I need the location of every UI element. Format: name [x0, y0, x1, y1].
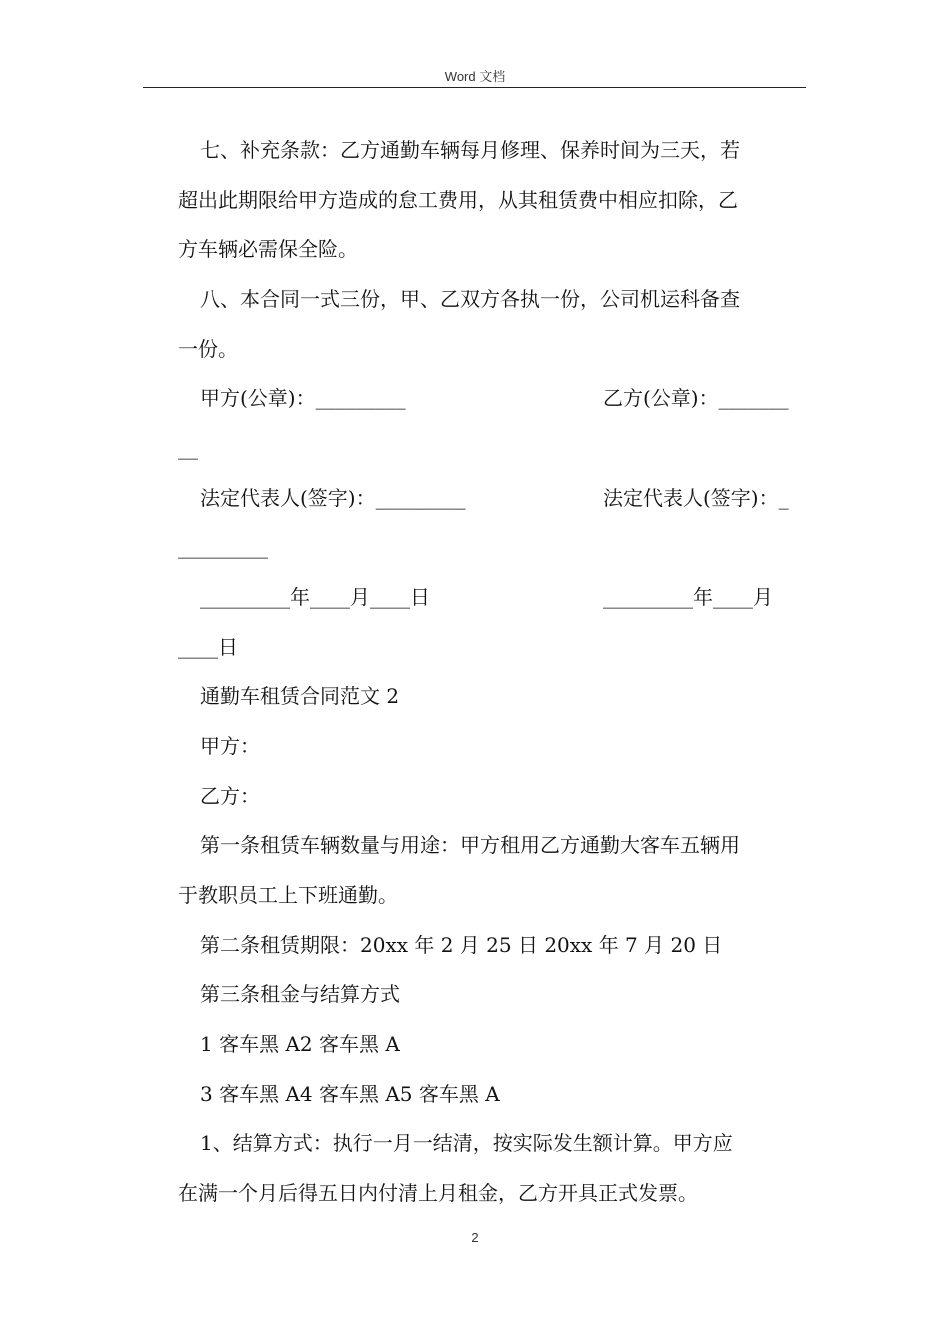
party-a-seal: 甲方(公章)：_________ [200, 386, 406, 410]
settlement-line-1: 1、结算方式：执行一月一结清，按实际发生额计算。甲方应 [200, 1131, 733, 1155]
clause-7-line-3: 方车辆必需保全险。 [178, 237, 358, 261]
article-1-line-2: 于教职员工上下班通勤。 [178, 883, 398, 907]
clause-7-line-2: 超出此期限给甲方造成的怠工费用，从其租赁费中相应扣除，乙 [178, 188, 738, 212]
clause-7-line-1: 七、补充条款：乙方通勤车辆每月修理、保养时间为三天，若 [200, 138, 740, 162]
page-number: 2 [471, 1230, 479, 1245]
party-b-representative-cont: _________ [178, 535, 268, 559]
vehicle-list-1: 1 客车黑 A2 客车黑 A [200, 1032, 400, 1056]
clause-8-line-2: 一份。 [178, 337, 238, 361]
header-rule [143, 87, 806, 88]
party-a-representative: 法定代表人(签字)：_________ [200, 486, 466, 510]
party-b-date-cont: ____日 [178, 635, 238, 659]
party-b-seal-cont: __ [178, 436, 198, 460]
clause-8-line-1: 八、本合同一式三份，甲、乙双方各执一份，公司机运科备查 [200, 287, 740, 311]
article-2: 第二条租赁期限：20xx 年 2 月 25 日 20xx 年 7 月 20 日 [200, 933, 723, 957]
page-header: Word 文档 [444, 69, 506, 84]
article-1-line-1: 第一条租赁车辆数量与用途：甲方租用乙方通勤大客车五辆用 [200, 833, 740, 857]
settlement-line-2: 在满一个月后得五日内付清上月租金，乙方开具正式发票。 [178, 1181, 698, 1205]
section-title: 通勤车租赁合同范文 2 [200, 684, 400, 708]
party-b-representative: 法定代表人(签字)：_ [603, 486, 789, 510]
party-b-seal: 乙方(公章)：_______ [603, 386, 789, 410]
party-b-date: _________年____月 [603, 585, 773, 609]
party-b-label: 乙方： [200, 784, 260, 808]
vehicle-list-2: 3 客车黑 A4 客车黑 A5 客车黑 A [200, 1082, 500, 1106]
article-3: 第三条租金与结算方式 [200, 982, 400, 1006]
party-a-date: _________年____月____日 [200, 585, 430, 609]
party-a-label: 甲方： [200, 734, 260, 758]
